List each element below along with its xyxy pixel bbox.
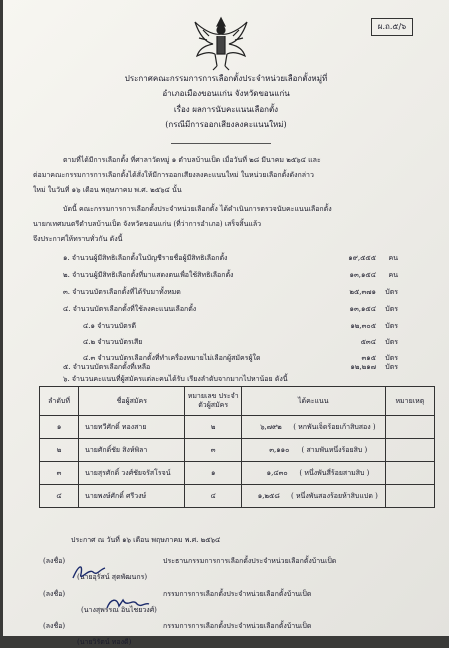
cell-order: ๒ xyxy=(40,439,79,462)
cell-note xyxy=(385,416,434,439)
summary-unit: บัตร xyxy=(385,354,398,362)
summary-unit: บัตร xyxy=(385,322,398,330)
signature-role: ประธานกรรมการการเลือกตั้งประจำหน่วยเลือกตั้งบ้านเป็ด xyxy=(163,557,337,565)
cell-number: ๔ xyxy=(185,485,241,508)
summary-item xyxy=(63,270,418,282)
cell-number: ๒ xyxy=(185,416,241,439)
cell-score xyxy=(241,416,385,439)
cell-name: นายสุรศักดิ์ วงศ์ชัยจรัสโรจน์ xyxy=(79,462,185,485)
announcement-case: (กรณีมีการออกเสียงลงคะแนนใหม่) xyxy=(165,120,287,129)
cell-note xyxy=(385,462,434,485)
cell-note xyxy=(385,439,434,462)
form-code-box: ผ.ถ.๕/๖ xyxy=(371,18,413,36)
results-table xyxy=(39,386,435,508)
title-divider xyxy=(171,143,271,144)
signature-role: กรรมการการเลือกตั้งประจำหน่วยเลือกตั้งบ้านเป็ด xyxy=(163,622,312,630)
summary-label: ๔.๓ จำนวนบัตรเลือกตั้งที่ทำเครื่องหมายไม่เลือกผู้สมัครผู้ใด xyxy=(83,354,261,362)
summary-item xyxy=(63,253,418,265)
score-words: ( หกพันเจ็ดร้อยเก้าสิบสอง ) xyxy=(293,422,376,431)
column-header-order: ลำดับที่ xyxy=(40,387,79,416)
cell-number: ๑ xyxy=(185,462,241,485)
signer-name: (นางสุพรรณ อินไชยวงศ์) xyxy=(81,606,157,614)
summary-item xyxy=(63,362,418,374)
score-words: ( หนึ่งพันสี่ร้อยสามสิบ ) xyxy=(299,468,370,477)
summary-item xyxy=(83,321,418,333)
garuda-emblem-icon xyxy=(193,14,249,72)
column-header-note: หมายเหตุ xyxy=(385,387,434,416)
signature-prefix: (ลงชื่อ) xyxy=(43,557,66,565)
announcement-subject: เรื่อง ผลการนับคะแนนเลือกตั้ง xyxy=(173,105,279,114)
summary-label: ๔. จำนวนบัตรเลือกตั้งที่ใช้ลงคะแนนเลือกตั้ง xyxy=(63,305,197,313)
summary-label: ๔.๒ จำนวนบัตรเสีย xyxy=(83,338,143,346)
document-page xyxy=(3,0,449,646)
signature-role: กรรมการการเลือกตั้งประจำหน่วยเลือกตั้งบ้านเป็ด xyxy=(163,590,312,598)
cell-order: ๔ xyxy=(40,485,79,508)
summary-value: ๑๒,๒๑๗ xyxy=(350,363,376,371)
summary-unit: บัตร xyxy=(385,363,398,371)
announcement-date: ประกาศ ณ วันที่ ๑๖ เดือน พฤษภาคม พ.ศ. ๒๕๖๔ xyxy=(71,536,221,544)
cell-name: นายพงษ์ศักดิ์ ศรีวงษ์ xyxy=(79,485,185,508)
cell-order: ๑ xyxy=(40,416,79,439)
cell-number: ๓ xyxy=(185,439,241,462)
summary-unit: บัตร xyxy=(385,288,398,296)
signature-prefix: (ลงชื่อ) xyxy=(43,622,66,630)
announcement-title: ประกาศคณะกรรมการการเลือกตั้งประจำหน่วยเลือกตั้งหมู่ที่ xyxy=(124,74,328,83)
summary-unit: คน xyxy=(388,271,398,279)
summary-label: ๒. จำนวนผู้มีสิทธิเลือกตั้งที่มาแสดงตนเพื่อใช้สิทธิเลือกตั้ง xyxy=(63,271,234,279)
score-digits: ๖,๗๙๒ xyxy=(260,422,282,431)
summary-value: ๓๑๕ xyxy=(361,354,376,362)
announcement-district: อำเภอเมืองขอนแก่น จังหวัดขอนแก่น xyxy=(162,89,290,98)
summary-item xyxy=(63,287,418,299)
table-row xyxy=(40,462,435,485)
table-header-row xyxy=(40,387,435,416)
summary-unit: บัตร xyxy=(385,305,398,313)
summary-item xyxy=(63,304,418,316)
intro-paragraph-2c: จึงประกาศให้ทราบทั่วกัน ดังนี้ xyxy=(33,235,123,243)
signature-prefix: (ลงชื่อ) xyxy=(43,590,66,598)
summary-value: ๑๒,๓๐๕ xyxy=(350,322,376,330)
intro-paragraph-1a: ตามที่ได้มีการเลือกตั้ง ที่ศาลาวัดหมู่ ๑ ตำบลบ้านเป็ด เมื่อวันที่ ๒๘ มีนาคม ๒๕๖๔ และ xyxy=(63,156,321,164)
summary-label: ๕. จำนวนบัตรเลือกตั้งที่เหลือ xyxy=(63,363,151,371)
score-digits: ๓,๑๑๐ xyxy=(269,445,290,454)
summary-label: ๑. จำนวนผู้มีสิทธิเลือกตั้งในบัญชีรายชื่อผู้มีสิทธิเลือกตั้ง xyxy=(63,254,228,262)
handwritten-signature xyxy=(103,594,153,616)
summary-label: ๔.๑ จำนวนบัตรดี xyxy=(83,322,137,330)
cell-score xyxy=(241,439,385,462)
score-words: ( หนึ่งพันสองร้อยห้าสิบแปด ) xyxy=(290,491,378,500)
summary-value: ๒๕,๓๗๑ xyxy=(349,288,376,296)
intro-paragraph-1b: ต่อมาคณะกรรมการการเลือกตั้งได้สั่งให้มีการออกเสียงลงคะแนนใหม่ ในหน่วยเลือกตั้งดังกล่าว xyxy=(33,171,314,179)
table-row xyxy=(40,439,435,462)
summary-unit: คน xyxy=(388,254,398,262)
signer-name: (นายวิรัตน์ ทองดี) xyxy=(77,638,132,646)
summary-value: ๑๓,๑๕๔ xyxy=(349,305,376,313)
cell-name: นายทวีศักดิ์ ทองสาย xyxy=(79,416,185,439)
cell-score xyxy=(241,485,385,508)
table-row xyxy=(40,416,435,439)
score-digits: ๑,๒๕๘ xyxy=(257,491,280,500)
summary-item xyxy=(63,374,418,386)
score-digits: ๑,๔๓๐ xyxy=(266,468,288,477)
intro-paragraph-2a: บัดนี้ คณะกรรมการการเลือกตั้งประจำหน่วยเลือกตั้ง ได้ดำเนินการตรวจนับคะแนนเลือกตั้ง xyxy=(63,205,332,213)
signer-name: (นายอุรัสน์ สุดพัฒนกร) xyxy=(77,573,148,581)
intro-paragraph-2b: นายกเทศมนตรีตำบลบ้านเป็ด จังหวัดขอนแก่น (ที่ว่าการอำเภอ) เสร็จสิ้นแล้ว xyxy=(33,220,262,228)
summary-unit: บัตร xyxy=(385,338,398,346)
cell-score xyxy=(241,462,385,485)
summary-label: ๓. จำนวนบัตรเลือกตั้งที่ได้รับมาทั้งหมด xyxy=(63,288,181,296)
summary-label: ๖. จำนวนคะแนนที่ผู้สมัครแต่ละคนได้รับ เรียงลำดับจากมากไปหาน้อย ดังนี้ xyxy=(63,375,288,383)
column-header-score: ได้คะแนน xyxy=(241,387,385,416)
cell-name: นายศักดิ์ชัย สิงห์พิลา xyxy=(79,439,185,462)
column-header-name: ชื่อผู้สมัคร xyxy=(79,387,185,416)
cell-order: ๓ xyxy=(40,462,79,485)
cell-note xyxy=(385,485,434,508)
handwritten-signature xyxy=(69,562,109,584)
intro-paragraph-1c: ใหม่ ในวันที่ ๑๖ เดือน พฤษภาคม พ.ศ. ๒๕๖๔ นั้น xyxy=(33,186,182,194)
table-row xyxy=(40,485,435,508)
summary-value: ๑๓,๑๕๔ xyxy=(349,271,376,279)
column-header-number: หมายเลข ประจำตัวผู้สมัคร xyxy=(185,387,241,416)
summary-value: ๑๙,๕๕๕ xyxy=(348,254,376,262)
score-words: ( สามพันหนึ่งร้อยสิบ ) xyxy=(301,445,368,454)
summary-value: ๕๓๔ xyxy=(360,338,376,346)
